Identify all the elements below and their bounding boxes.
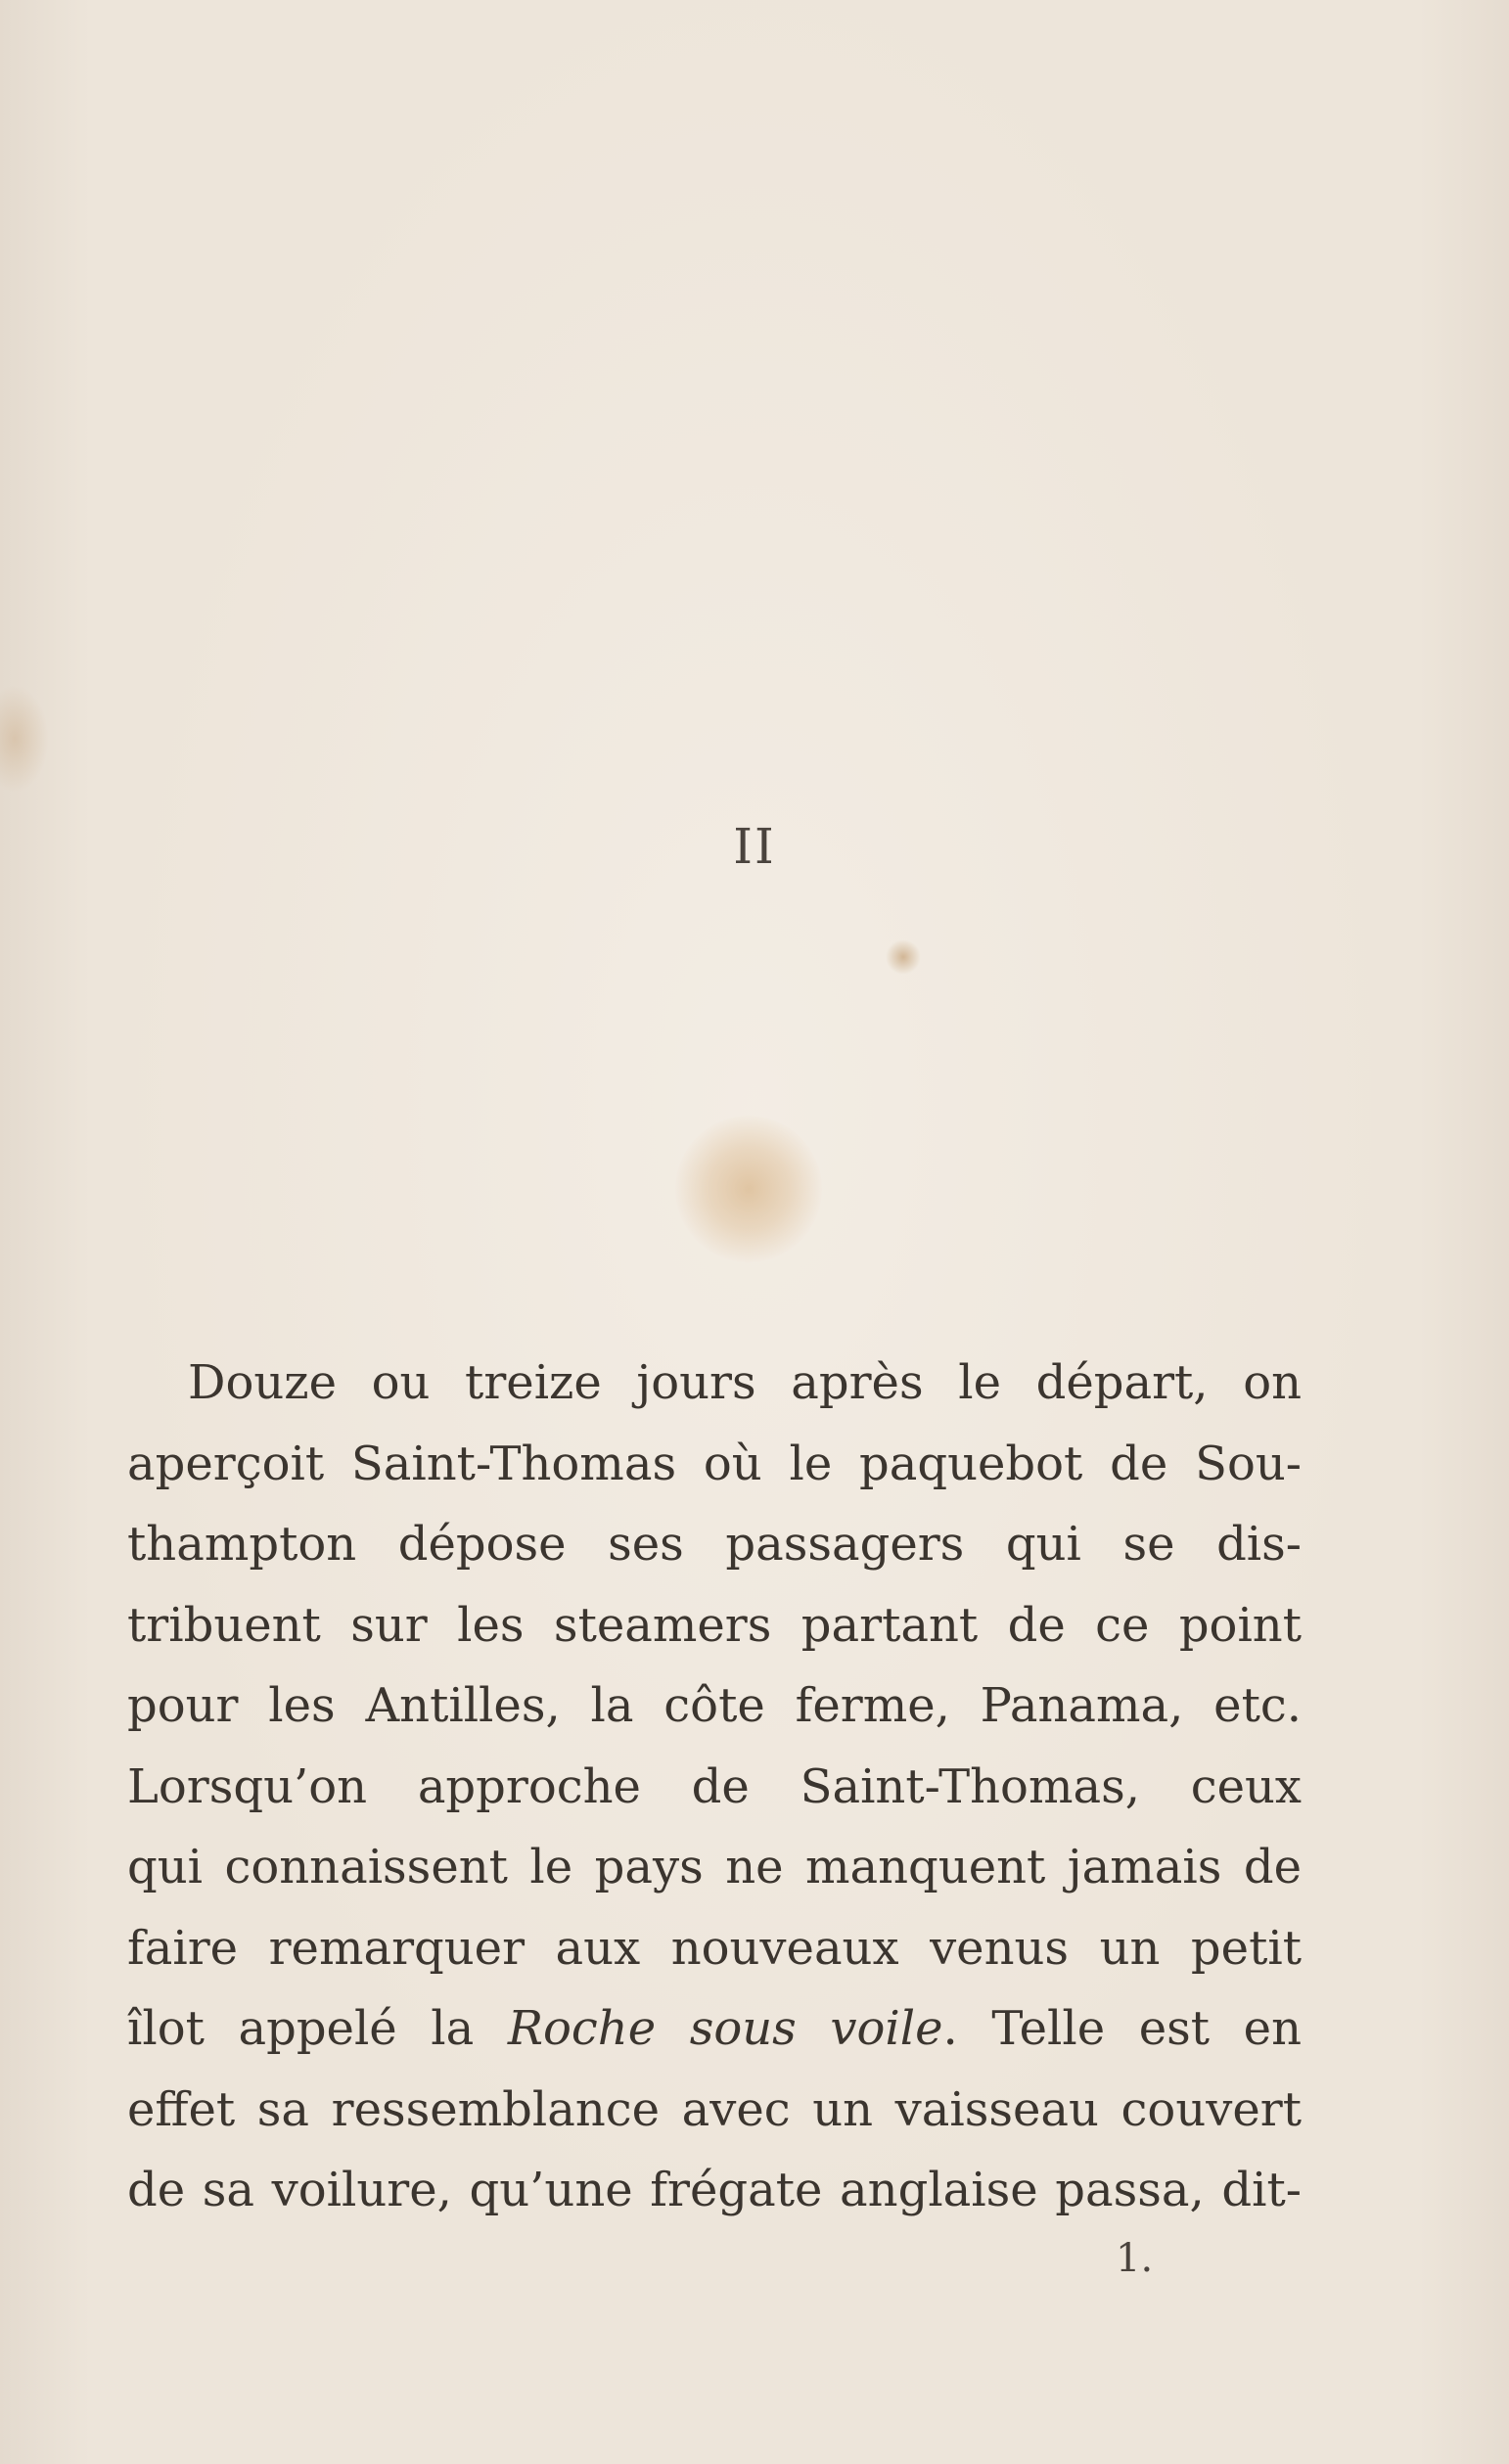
- foxing-spot: [886, 939, 921, 975]
- text-line-with-italic: [127, 1988, 1302, 2070]
- chapter-heading: II: [733, 818, 776, 875]
- text-line: faire remarquer aux nouveaux venus un petit: [127, 1920, 1302, 1976]
- text-line: Lorsqu’on approche de Saint-Thomas, ceux: [127, 1758, 1302, 1814]
- text-line: de sa voilure, qu’une frégate anglaise passa, dit-: [127, 2163, 1302, 2217]
- signature-mark: 1.: [1116, 2236, 1154, 2281]
- text-line: thampton dépose ses passagers qui se dis-: [127, 1517, 1302, 1572]
- text-line: effet sa ressemblance avec un vaisseau couvert: [127, 2081, 1302, 2137]
- text-line: pour les Antilles, la côte ferme, Panama, etc.: [127, 1678, 1302, 1733]
- body-paragraph: [127, 1343, 1302, 2231]
- text-line: aperçoit Saint-Thomas où le paquebot de Sou-: [127, 1436, 1302, 1491]
- foxing-stain: [675, 1116, 822, 1262]
- line-text-before: îlot appelé la: [127, 2001, 508, 2056]
- text-line: Douze ou treize jours après le départ, on: [188, 1355, 1302, 1410]
- italic-place-name: Roche sous voile: [507, 2001, 943, 2056]
- text-line: qui connaissent le pays ne manquent jamais de: [127, 1840, 1302, 1894]
- text-line: tribuent sur les steamers partant de ce point: [127, 1597, 1302, 1653]
- edge-stain: [0, 685, 49, 793]
- line-text-after: . Telle est en: [942, 2001, 1303, 2056]
